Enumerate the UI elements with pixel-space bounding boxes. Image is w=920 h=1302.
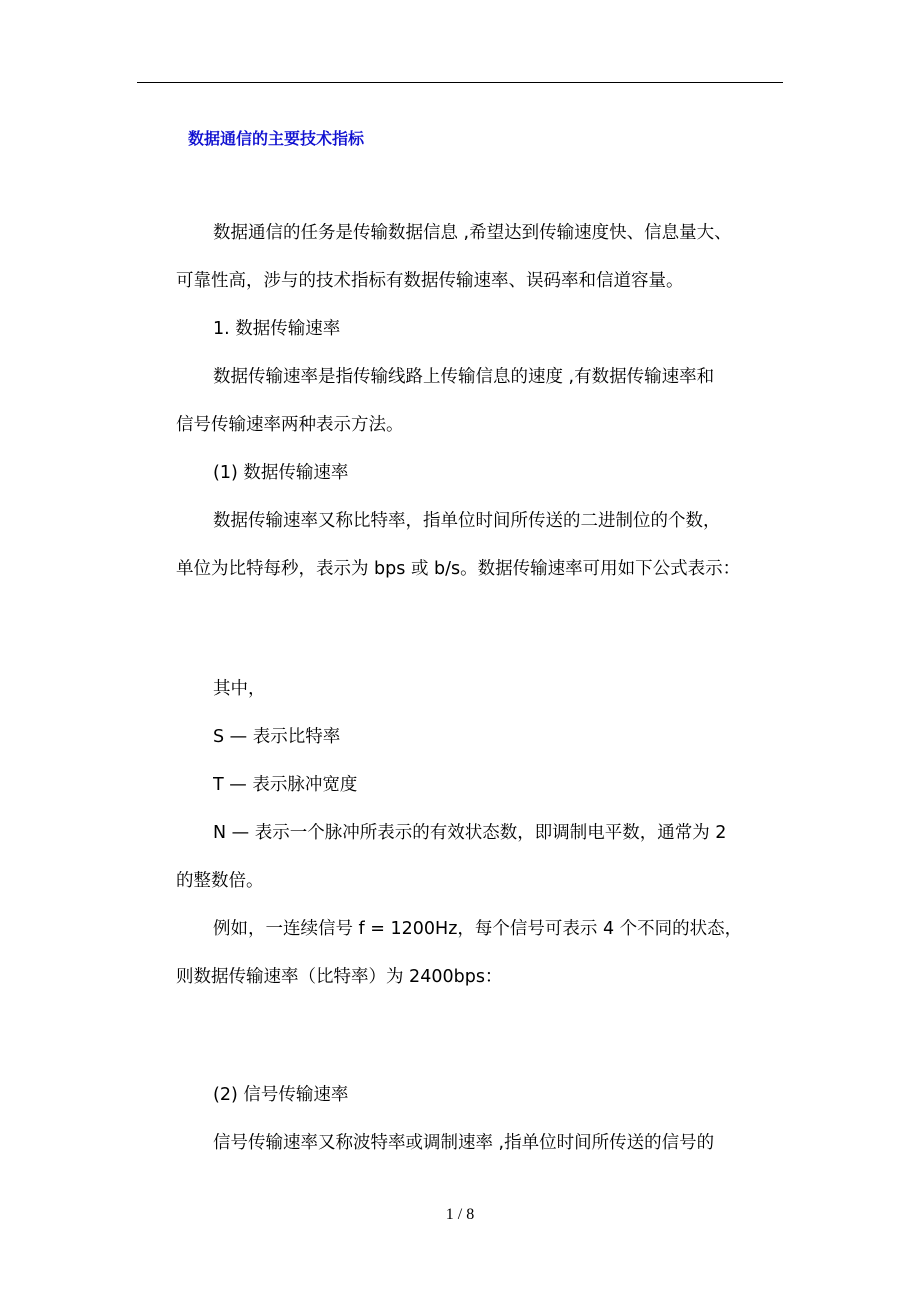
paragraph-line: 可靠性高，涉与的技术指标有数据传输速率、误码率和信道容量。 [176, 271, 684, 291]
section-heading: 1. 数据传输速率 [213, 319, 341, 339]
subsection-heading: (1) 数据传输速率 [213, 463, 349, 483]
header-rule [137, 82, 783, 83]
paragraph-line: 单位为比特每秒，表示为 bps 或 b/s。数据传输速率可用如下公式表示： [176, 559, 741, 579]
definition-line: N — 表示一个脉冲所表示的有效状态数，即调制电平数，通常为 2 [213, 823, 727, 843]
definition-line: T — 表示脉冲宽度 [213, 775, 358, 795]
paragraph-line: 数据传输速率是指传输线路上传输信息的速度 ,有数据传输速率和 [213, 367, 715, 387]
paragraph-line: 则数据传输速率（比特率）为 2400bps： [176, 967, 503, 987]
paragraph-line: 数据传输速率又称比特率，指单位时间所传送的二进制位的个数， [213, 511, 721, 531]
paragraph-line: 其中， [213, 679, 266, 699]
page-number: 1 / 8 [445, 1206, 475, 1223]
definition-line: S — 表示比特率 [213, 727, 341, 747]
paragraph-line: 数据通信的任务是传输数据信息 ,希望达到传输速度快、信息量大、 [213, 223, 732, 243]
paragraph-line: 例如，一连续信号 f = 1200Hz，每个信号可表示 4 个不同的状态， [213, 919, 743, 939]
paragraph-line: 信号传输速率两种表示方法。 [176, 415, 404, 435]
paragraph-line: 信号传输速率又称波特率或调制速率 ,指单位时间所传送的信号的 [213, 1133, 715, 1153]
subsection-heading: (2) 信号传输速率 [213, 1085, 349, 1105]
document-title: 数据通信的主要技术指标 [188, 129, 365, 148]
paragraph-line: 的整数倍。 [176, 871, 264, 891]
